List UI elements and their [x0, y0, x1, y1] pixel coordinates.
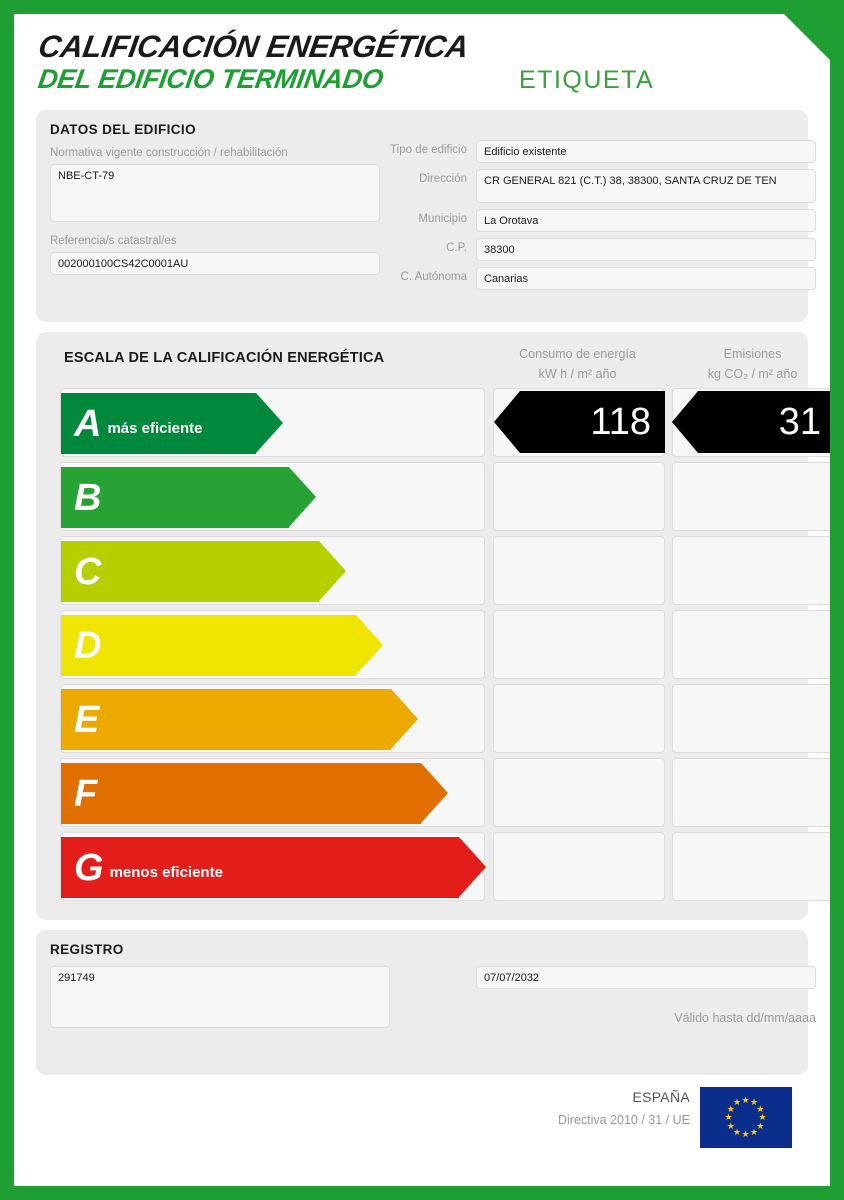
grade-row	[50, 684, 794, 753]
grade-bar-cell	[60, 388, 485, 457]
consumo-badge-arrow	[494, 391, 520, 453]
page-title-line1: CALIFICACIÓN ENERGÉTICA	[36, 29, 471, 64]
etiqueta-label: ETIQUETA	[519, 66, 655, 94]
grade-bar-cell	[60, 462, 485, 531]
comunidad-autonoma-field[interactable]: Canarias	[476, 267, 816, 290]
referencia-catastral-field[interactable]: 002000100CS42C0001AU	[50, 252, 380, 275]
row-cp	[366, 238, 816, 261]
eu-flag-icon	[700, 1087, 792, 1148]
grade-arrow-tip	[319, 541, 346, 601]
municipio-field[interactable]: La Orotava	[476, 209, 816, 232]
emisiones-value-cell	[672, 462, 830, 531]
grade-arrow-tip	[459, 837, 486, 897]
consumo-header-line1: Consumo de energía	[519, 347, 636, 361]
eu-star-icon: ★	[726, 1120, 735, 1131]
grade-arrow-tip	[256, 393, 283, 453]
consumo-value-cell	[493, 832, 665, 901]
eu-star-icon: ★	[726, 1103, 735, 1114]
registro-fecha-field[interactable]: 07/07/2032	[476, 966, 816, 989]
grade-arrow-tip	[421, 763, 448, 823]
grade-row	[50, 536, 794, 605]
grade-letter: G	[74, 846, 104, 889]
normativa-field[interactable]: NBE-CT-79	[50, 164, 380, 222]
building-data-title: DATOS DEL EDIFICIO	[50, 122, 196, 137]
emisiones-value-badge	[698, 391, 830, 453]
row-municipio	[366, 209, 816, 232]
registro-right-column	[476, 966, 816, 1025]
comunidad-autonoma-label: C. Autónoma	[400, 271, 467, 283]
grade-bar-c	[61, 541, 319, 602]
registro-panel	[36, 930, 816, 1075]
country-label: ESPAÑA	[632, 1089, 690, 1105]
cp-label: C.P.	[446, 242, 467, 254]
grade-letter: E	[74, 698, 100, 741]
eu-star-icon: ★	[741, 1129, 750, 1139]
eu-star-icon: ★	[741, 1095, 750, 1105]
energy-scale-panel	[36, 332, 821, 920]
grade-note: más eficiente	[107, 420, 203, 437]
emisiones-value: 31	[778, 400, 821, 443]
grade-row	[50, 832, 794, 901]
direccion-field[interactable]: CR GENERAL 821 (C.T.) 38, 38300, SANTA CRUZ DE TEN	[476, 169, 816, 203]
grade-row	[50, 388, 821, 457]
footer	[36, 1085, 808, 1155]
grade-bar-cell	[60, 536, 485, 605]
consumo-value-badge	[520, 391, 665, 453]
registro-numero-field[interactable]: 291749	[50, 966, 390, 1028]
grade-bar-g	[61, 837, 459, 898]
energy-scale-title: ESCALA DE LA CALIFICACIÓN ENERGÉTICA	[64, 350, 385, 366]
registro-title: REGISTRO	[50, 942, 124, 957]
consumo-value-cell	[493, 684, 665, 753]
grade-letter: D	[74, 624, 102, 667]
emisiones-value-cell	[672, 832, 830, 901]
grade-bar-cell	[60, 832, 485, 901]
grade-letter: C	[74, 550, 102, 593]
emisiones-header-line1: Emisiones	[723, 347, 782, 361]
grade-arrow-tip	[356, 615, 383, 675]
consumo-header-line2: kW h / m² año	[538, 367, 617, 381]
tipo-edificio-field[interactable]: Edificio existente	[476, 140, 816, 163]
emisiones-value-cell	[672, 536, 830, 605]
valido-hasta-label: Válido hasta dd/mm/aaaa	[674, 1011, 816, 1025]
emisiones-value-cell	[672, 610, 830, 679]
eu-star-icon: ★	[724, 1112, 733, 1122]
eu-star-icon: ★	[756, 1120, 765, 1131]
building-data-panel	[36, 110, 808, 322]
grade-letter: A	[74, 402, 102, 445]
grade-letter: B	[74, 476, 102, 519]
energy-grade-grid	[50, 388, 821, 901]
building-data-right-column	[366, 140, 816, 296]
header	[14, 14, 830, 110]
label-sheet	[14, 14, 830, 1186]
consumo-value: 118	[590, 400, 651, 443]
eu-star-icon: ★	[756, 1103, 765, 1114]
referencia-catastral-label: Referencia/s catastral/es	[50, 235, 177, 247]
normativa-label: Normativa vigente construcción / rehabilitación	[50, 147, 288, 159]
grade-bar-cell	[60, 758, 485, 827]
emisiones-value-cell	[672, 684, 830, 753]
row-direccion	[366, 169, 816, 203]
consumo-value-cell	[493, 536, 665, 605]
consumo-column-header	[490, 344, 665, 384]
row-tipo-edificio	[366, 140, 816, 163]
grade-bar-cell	[60, 610, 485, 679]
grade-bar-b	[61, 467, 289, 528]
emisiones-column-header	[670, 344, 830, 384]
grade-bar-a	[61, 393, 256, 454]
tipo-edificio-label: Tipo de edificio	[390, 144, 467, 156]
consumo-value-cell	[493, 758, 665, 827]
eu-star-icon: ★	[733, 1097, 742, 1108]
directiva-label: Directiva 2010 / 31 / UE	[557, 1113, 690, 1127]
grade-note: menos eficiente	[109, 864, 223, 881]
grade-arrow-tip	[289, 467, 316, 527]
grade-row	[50, 610, 794, 679]
grade-bar-d	[61, 615, 356, 676]
building-data-left-column	[50, 146, 380, 275]
grade-bar-f	[61, 763, 421, 824]
emisiones-header-line2: kg CO₂ / m² año	[707, 367, 798, 381]
energy-scale-header	[50, 344, 798, 388]
grade-arrow-tip	[391, 689, 418, 749]
grade-bar-cell	[60, 684, 485, 753]
eu-star-icon: ★	[750, 1097, 759, 1108]
eu-star-icon: ★	[733, 1126, 742, 1137]
eu-star-icon: ★	[758, 1112, 767, 1122]
direccion-label: Dirección	[419, 173, 467, 185]
title-block	[36, 29, 471, 94]
municipio-label: Municipio	[418, 213, 467, 225]
consumo-value-cell	[493, 462, 665, 531]
consumo-value-cell	[493, 610, 665, 679]
row-comunidad-autonoma	[366, 267, 816, 290]
page-title-line2: DEL EDIFICIO TERMINADO	[36, 64, 386, 94]
cp-field[interactable]: 38300	[476, 238, 816, 261]
emisiones-badge-arrow	[672, 391, 698, 453]
grade-row	[50, 758, 794, 827]
emisiones-value-cell	[672, 758, 830, 827]
grade-row	[50, 462, 794, 531]
eu-star-icon: ★	[750, 1126, 759, 1137]
grade-letter: F	[74, 772, 98, 815]
grade-bar-e	[61, 689, 391, 750]
